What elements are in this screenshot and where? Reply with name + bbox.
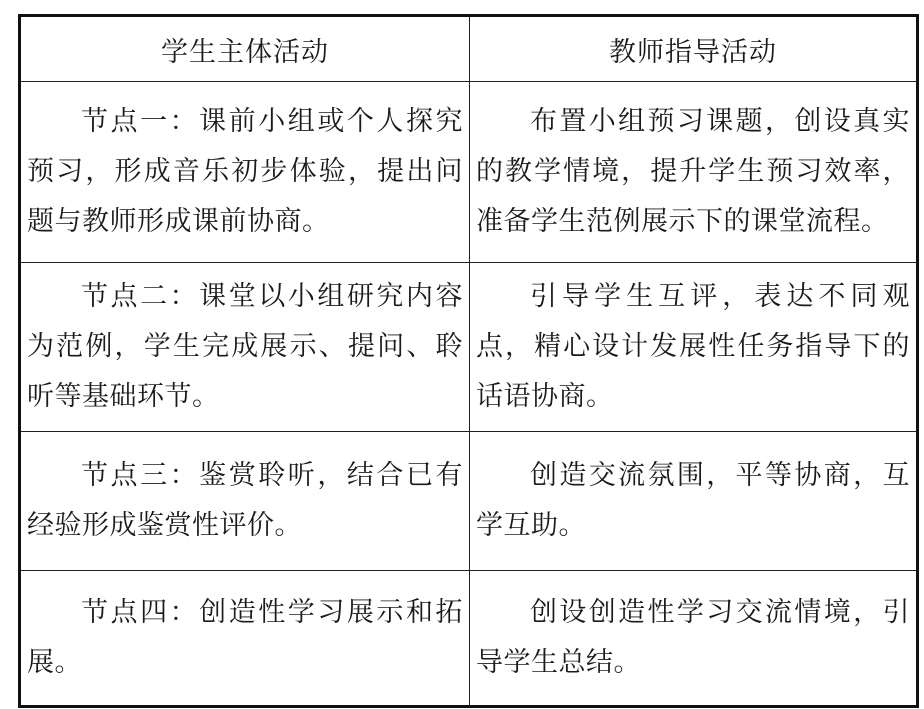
teacher-cell-text: 布置小组预习课题，创设真实的教学情境，提升学生预习效率，准备学生范例展示下的课堂流程。 (476, 106, 910, 237)
student-cell (20, 82, 470, 263)
teacher-cell-text: 创设创造性学习交流情境，引导学生总结。 (476, 597, 910, 678)
table-row (20, 571, 918, 707)
teacher-cell-text: 创造交流氛围，平等协商，互学互助。 (476, 460, 910, 541)
activity-table-container (18, 14, 916, 704)
teacher-cell (470, 263, 918, 432)
teacher-cell (470, 82, 918, 263)
table-header-row (20, 16, 918, 82)
student-cell-text: 节点二：课堂以小组研究内容为范例，学生完成展示、提问、聆听等基础环节。 (27, 281, 463, 412)
student-cell (20, 263, 470, 432)
header-teacher-activity: 教师指导活动 (470, 16, 918, 82)
table-row (20, 82, 918, 263)
student-cell-text: 节点四：创造性学习展示和拓展。 (27, 597, 463, 678)
teacher-cell (470, 432, 918, 571)
table-row (20, 263, 918, 432)
activity-table (18, 14, 919, 708)
student-cell (20, 571, 470, 707)
table-row (20, 432, 918, 571)
teacher-cell-text: 引导学生互评，表达不同观点，精心设计发展性任务指导下的话语协商。 (476, 281, 910, 412)
header-student-activity: 学生主体活动 (20, 16, 470, 82)
student-cell-text: 节点一：课前小组或个人探究预习，形成音乐初步体验，提出问题与教师形成课前协商。 (27, 106, 463, 237)
teacher-cell (470, 571, 918, 707)
student-cell (20, 432, 470, 571)
student-cell-text: 节点三：鉴赏聆听，结合已有经验形成鉴赏性评价。 (27, 460, 463, 541)
